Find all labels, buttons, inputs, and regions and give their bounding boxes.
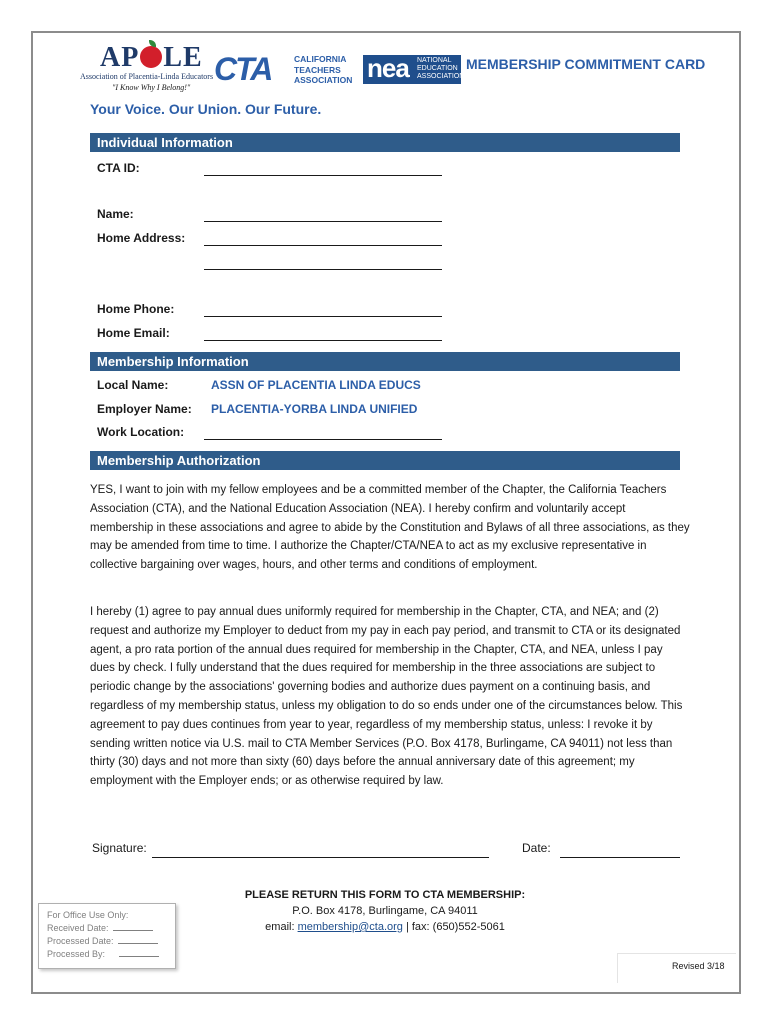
cta-text: CALIFORNIA TEACHERS ASSOCIATION (294, 54, 353, 85)
name-field[interactable] (204, 221, 442, 222)
local-name-value: ASSN OF PLACENTIA LINDA EDUCS (211, 378, 421, 392)
section-individual-information: Individual Information (90, 133, 680, 152)
cta-id-label: CTA ID: (97, 161, 140, 175)
office-use-title: For Office Use Only: (47, 910, 129, 920)
nea-mark: nea (367, 53, 409, 83)
return-info (230, 887, 540, 935)
office-use-box (38, 903, 176, 969)
section-membership-authorization: Membership Authorization (90, 451, 680, 470)
work-location-field[interactable] (204, 439, 442, 440)
home-phone-label: Home Phone: (97, 302, 175, 316)
cta-logo (214, 53, 360, 87)
employer-name-value: PLACENTIA-YORBA LINDA UNIFIED (211, 402, 418, 416)
home-address-field-line2[interactable] (204, 269, 442, 270)
cta-mark: CTA (214, 51, 272, 87)
apple-motto: "I Know Why I Belong!" (112, 83, 191, 92)
nea-logo (363, 53, 465, 84)
signature-label: Signature: (92, 841, 147, 855)
office-processed-date-row: Processed Date: (47, 935, 167, 948)
home-email-field[interactable] (204, 340, 442, 341)
apple-icon (140, 46, 162, 68)
home-email-label: Home Email: (97, 326, 170, 340)
home-phone-field[interactable] (204, 316, 442, 317)
return-email-link[interactable]: membership@cta.org (297, 921, 403, 933)
authorization-paragraph-2: I hereby (1) agree to pay annual dues uniformly required for membership in the Chapter, CTA, and NEA; and (2) request and authorize my Employer to deduct from my pay in each pay period, and transmit to CTA or its designated agent, a pro rata portion of the annual dues required for membership in the Chapter, CTA, and NEA, unless I pay dues by check. I fully understand that the dues required for membership in the three associations are subject to periodic change by the associations' governing bodies and authorize dues payment on a continuing basis, and regardless of my membership status, unless my obligation to do so ends under one of the circumstances below. This agreement to pay dues continues from year to year, regardless of my membership status, unless: I revoke it by sending written notice via U.S. mail to CTA Member Services (P.O. Box 4178, Burlingame, CA 94011) not less than thirty (30) days and not more than sixty (60) days before the annual anniversary date of this agreement; my employment with the Employer ends; or as otherwise required by law. (90, 606, 683, 788)
signature-field[interactable] (152, 857, 489, 858)
office-processed-by-row: Processed By: (47, 948, 167, 961)
apple-logo-wordmark: AP LE (100, 42, 203, 73)
return-contact: email: membership@cta.org | fax: (650)552-5061 (265, 921, 505, 933)
authorization-paragraph-1: YES, I want to join with my fellow employees and be a committed member of the Chapter, the California Teachers Association (CTA), and the National Education Association (NEA). I hereby confirm and voluntarily accept membership in these associations and agree to abide by the Constitution and Bylaws of all three associations, as they may be amended from time to time. I authorize the Chapter/CTA/NEA to act as my exclusive representative in collective bargaining over wages, hours, and other terms and conditions of employment. (90, 484, 690, 572)
cta-id-field[interactable] (204, 175, 442, 176)
tagline: Your Voice. Our Union. Our Future. (90, 101, 322, 117)
apple-logo (78, 42, 218, 94)
name-label: Name: (97, 207, 134, 221)
section-membership-information: Membership Information (90, 352, 680, 371)
date-field[interactable] (560, 857, 680, 858)
date-label: Date: (522, 841, 551, 855)
revised-note: Revised 3/18 (672, 961, 725, 971)
local-name-label: Local Name: (97, 378, 169, 392)
employer-name-label: Employer Name: (97, 402, 192, 416)
home-address-label: Home Address: (97, 231, 186, 245)
apple-tagline: Association of Placentia-Linda Educators (80, 72, 214, 81)
office-received-row: Received Date: (47, 922, 167, 935)
return-address: P.O. Box 4178, Burlingame, CA 94011 (292, 905, 478, 917)
card-title: MEMBERSHIP COMMITMENT CARD (466, 56, 706, 72)
nea-text: NATIONAL EDUCATION ASSOCIATION (417, 57, 465, 80)
home-address-field-line1[interactable] (204, 245, 442, 246)
return-title: PLEASE RETURN THIS FORM TO CTA MEMBERSHIP: (244, 889, 526, 901)
work-location-label: Work Location: (97, 425, 185, 439)
